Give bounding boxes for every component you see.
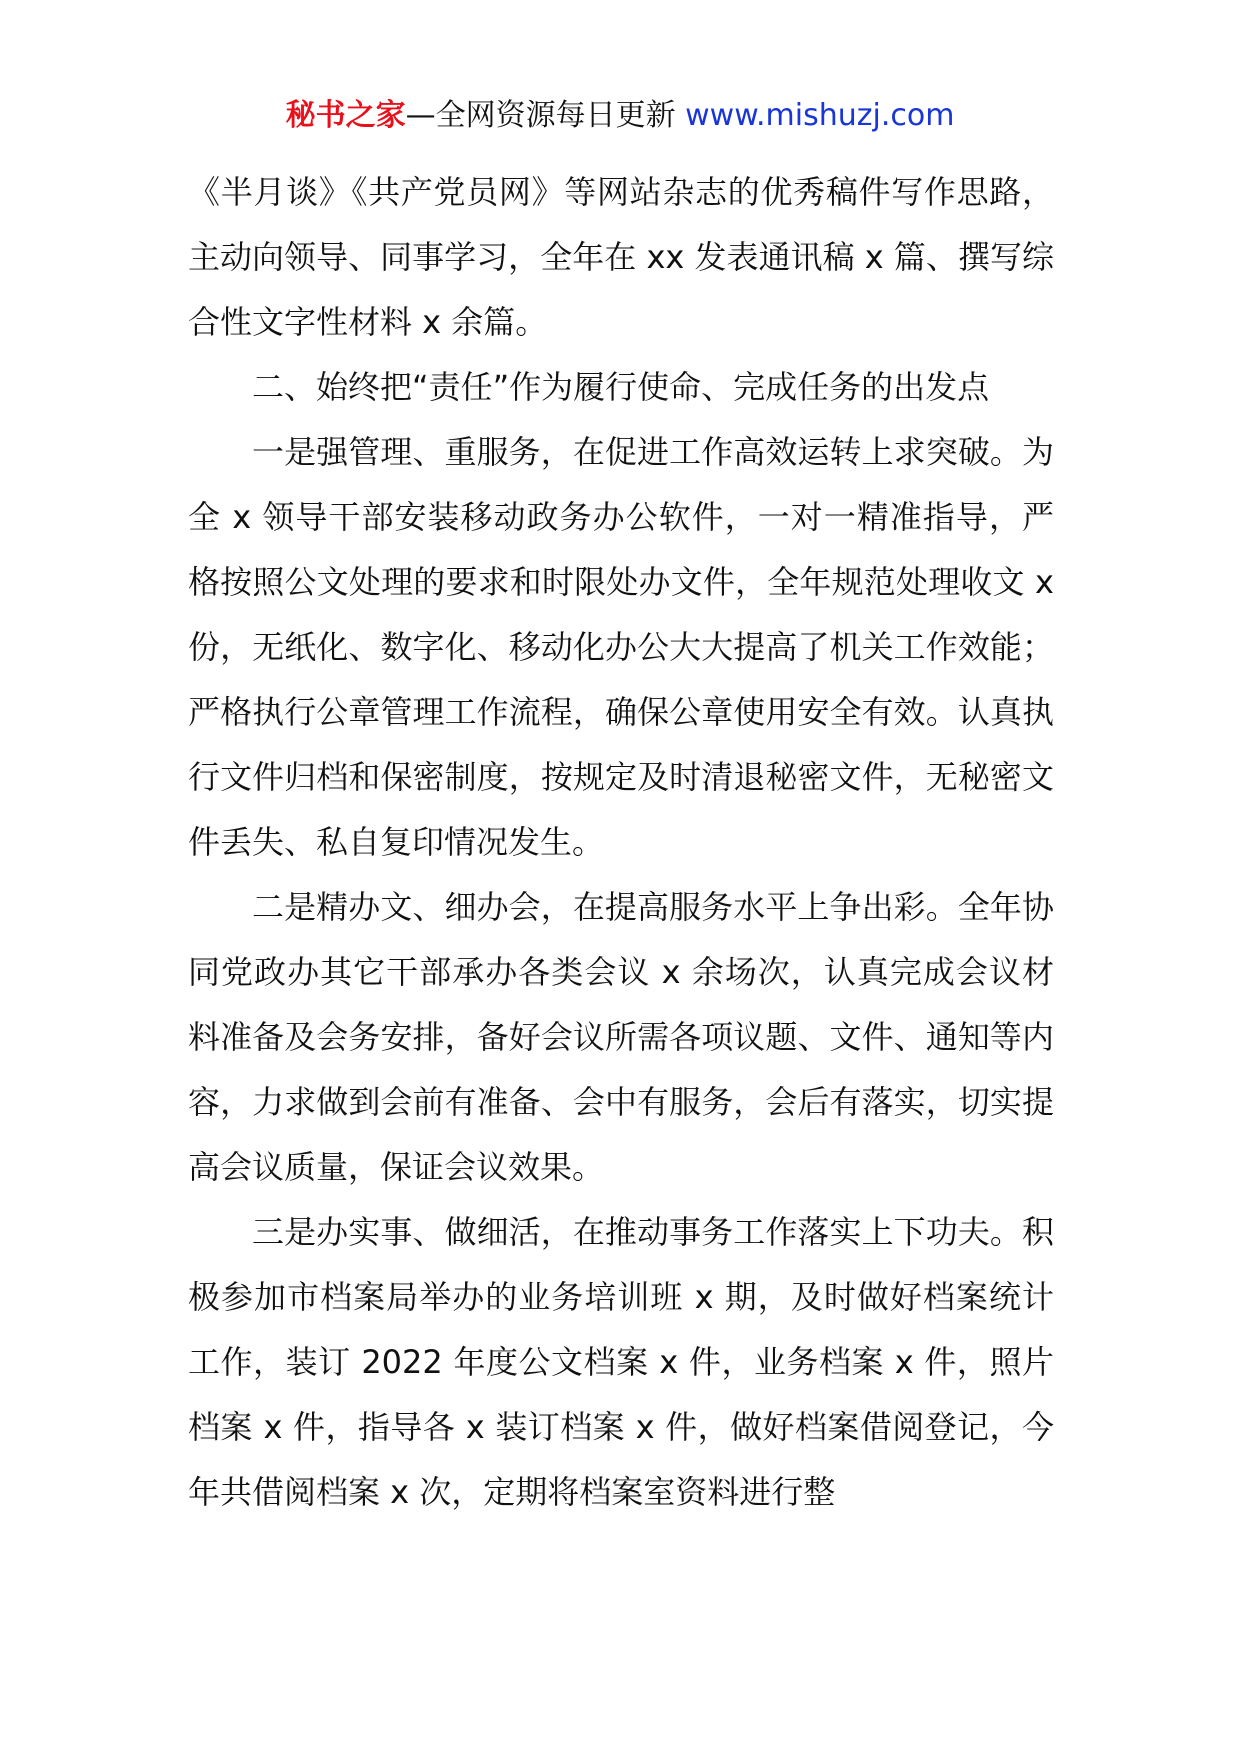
paragraph-continuation: 《半月谈》《共产党员网》等网站杂志的优秀稿件写作思路，主动向领导、同事学习，全年在 xx 发表通讯稿 x 篇、撰写综合性文字性材料 x 余篇。: [188, 173, 1054, 341]
paragraph-item-3: 三是办实事、做细活，在推动事务工作落实上下功夫。积极参加市档案局举办的业务培训班 x 期，及时做好档案统计工作，装订 2022 年度公文档案 x 件，业务档案 x 件，照片档案 x 件，指导各 x 装订档案 x 件，做好档案借阅登记，今年共借阅档案 x 次，定期将档案室资料进行整: [188, 1213, 1054, 1511]
paragraph-item-1: 一是强管理、重服务，在促进工作高效运转上求突破。为全 x 领导干部安装移动政务办公软件，一对一精准指导，严格按照公文处理的要求和时限处办文件，全年规范处理收文 x 份，无纸化、数字化、移动化办公大大提高了机关工作效能；严格执行公章管理工作流程，确保公章使用安全有效。认真执行文件归档和保密制度，按规定及时清退秘密文件，无秘密文件丢失、私自复印情况发生。: [188, 433, 1054, 861]
brand-name: 秘书之家: [285, 98, 406, 133]
header-tagline: —全网资源每日更新: [405, 98, 676, 133]
site-url-link[interactable]: www.mishuzj.com: [685, 98, 955, 133]
document-body: [188, 160, 1054, 1525]
page-header: [0, 96, 1240, 136]
paragraph-item-2: 二是精办文、细办会，在提高服务水平上争出彩。全年协同党政办其它干部承办各类会议 x 余场次，认真完成会议材料准备及会务安排，备好会议所需各项议题、文件、通知等内容，力求做到会前有准备、会中有服务，会后有落实，切实提高会议质量，保证会议效果。: [188, 888, 1054, 1186]
section-heading: 二、始终把“责任”作为履行使命、完成任务的出发点: [252, 368, 990, 406]
